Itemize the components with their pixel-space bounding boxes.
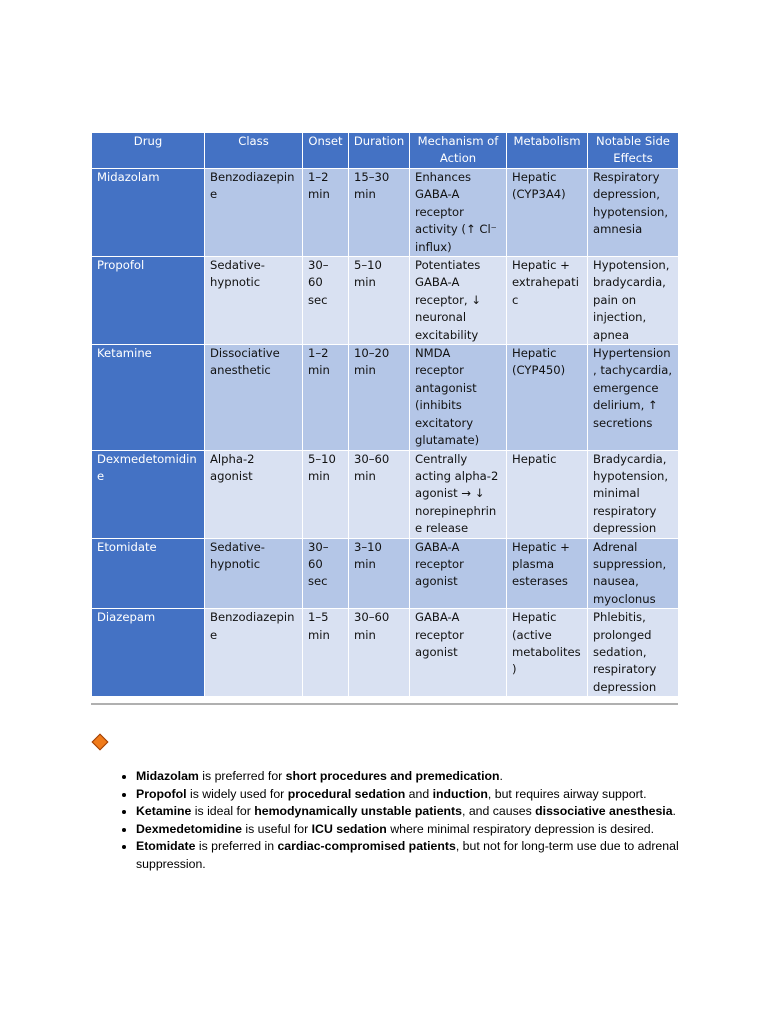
duration-cell: 15–30 min: [349, 169, 410, 257]
text: is preferred for: [198, 769, 286, 783]
text: .: [499, 769, 503, 783]
column-header: Drug: [92, 133, 205, 169]
table-body: [92, 169, 679, 697]
duration-cell: 30–60 min: [349, 450, 410, 538]
text: , and causes: [462, 804, 536, 818]
class-cell: Dissociative anesthetic: [205, 345, 303, 450]
onset-cell: 5–10 min: [303, 450, 349, 538]
duration-cell: 10–20 min: [349, 345, 410, 450]
class-cell: Benzodiazepine: [205, 169, 303, 257]
divider: [91, 703, 678, 705]
metabolism-cell: Hepatic (CYP450): [507, 345, 588, 450]
table-row: [92, 257, 679, 345]
drug-name-cell: Ketamine: [92, 345, 205, 450]
duration-cell: 30–60 min: [349, 609, 410, 697]
metabolism-cell: Hepatic + plasma esterases: [507, 538, 588, 609]
drug-name-cell: Propofol: [92, 257, 205, 345]
notes-list: [108, 768, 716, 873]
drug-name-cell: Diazepam: [92, 609, 205, 697]
column-header: Notable Side Effects: [588, 133, 679, 169]
class-cell: Sedative-hypnotic: [205, 257, 303, 345]
bold-text: short procedures and premedication: [285, 769, 500, 783]
table-row: [92, 538, 679, 609]
text: is widely used for: [186, 786, 288, 801]
class-cell: Alpha-2 agonist: [205, 450, 303, 538]
side-effects-cell: Phlebitis, prolonged sedation, respiratory depression: [588, 609, 679, 697]
side-effects-cell: Hypertension, tachycardia, emergence delirium, ↑ secretions: [588, 345, 679, 450]
column-header: Mechanism of Action: [410, 133, 507, 169]
column-header: Onset: [303, 133, 349, 169]
table-row: [92, 345, 679, 450]
bold-text: Propofol: [136, 786, 187, 801]
column-header: Class: [205, 133, 303, 169]
bold-text: Midazolam: [136, 769, 199, 783]
bold-text: dissociative anesthesia: [535, 804, 673, 818]
bold-text: Etomidate: [136, 839, 196, 853]
list-item: [136, 803, 716, 821]
duration-cell: 3–10 min: [349, 538, 410, 609]
metabolism-cell: Hepatic: [507, 450, 588, 538]
mechanism-cell: Enhances GABA-A receptor activity (↑ Cl⁻ influx): [410, 169, 507, 257]
duration-cell: 5–10 min: [349, 257, 410, 345]
list-item: [136, 821, 716, 839]
onset-cell: 30–60 sec: [303, 538, 349, 609]
onset-cell: 1–2 min: [303, 345, 349, 450]
class-cell: Benzodiazepine: [205, 609, 303, 697]
header-row: [92, 133, 679, 169]
bold-text: ICU sedation: [311, 821, 387, 836]
list-item: [136, 768, 716, 786]
mechanism-cell: Centrally acting alpha-2 agonist → ↓ norepinephrine release: [410, 450, 507, 538]
bold-text: hemodynamically unstable patients: [254, 804, 462, 818]
text: , but requires airway support.: [487, 786, 647, 801]
mechanism-cell: NMDA receptor antagonist (inhibits excitatory glutamate): [410, 345, 507, 450]
bold-text: Ketamine: [136, 804, 192, 818]
bold-text: Dexmedetomidine: [136, 821, 242, 836]
metabolism-cell: Hepatic (CYP3A4): [507, 169, 588, 257]
table-row: [92, 609, 679, 697]
side-effects-cell: Adrenal suppression, nausea, myoclonus: [588, 538, 679, 609]
text: and: [405, 786, 433, 801]
text: .: [672, 804, 676, 818]
onset-cell: 1–2 min: [303, 169, 349, 257]
text: is ideal for: [191, 804, 255, 818]
text: is preferred in: [195, 839, 278, 853]
mechanism-cell: GABA-A receptor agonist: [410, 609, 507, 697]
side-effects-cell: Bradycardia, hypotension, minimal respiratory depression: [588, 450, 679, 538]
drug-name-cell: Midazolam: [92, 169, 205, 257]
text: , but not for long-term use due to adrenal suppression.: [136, 839, 679, 871]
list-item: [136, 838, 716, 873]
side-effects-cell: Hypotension, bradycardia, pain on injection, apnea: [588, 257, 679, 345]
bold-text: cardiac-compromised patients: [277, 839, 456, 853]
table-header: [92, 133, 679, 169]
column-header: Metabolism: [507, 133, 588, 169]
onset-cell: 30–60 sec: [303, 257, 349, 345]
metabolism-cell: Hepatic (active metabolites): [507, 609, 588, 697]
class-cell: Sedative-hypnotic: [205, 538, 303, 609]
column-header: Duration: [349, 133, 410, 169]
bold-text: induction: [432, 786, 488, 801]
list-item: [136, 786, 716, 804]
bold-text: procedural sedation: [287, 786, 406, 801]
onset-cell: 1–5 min: [303, 609, 349, 697]
mechanism-cell: Potentiates GABA-A receptor, ↓ neuronal excitability: [410, 257, 507, 345]
metabolism-cell: Hepatic + extrahepatic: [507, 257, 588, 345]
table-row: [92, 169, 679, 257]
text: where minimal respiratory depression is desired.: [386, 821, 655, 836]
text: is useful for: [241, 821, 312, 836]
drug-name-cell: Etomidate: [92, 538, 205, 609]
drug-name-cell: Dexmedetomidine: [92, 450, 205, 538]
side-effects-cell: Respiratory depression, hypotension, amnesia: [588, 169, 679, 257]
drug-comparison-table: [91, 132, 679, 697]
mechanism-cell: GABA-A receptor agonist: [410, 538, 507, 609]
orange-diamond-icon: [92, 734, 109, 751]
table-row: [92, 450, 679, 538]
